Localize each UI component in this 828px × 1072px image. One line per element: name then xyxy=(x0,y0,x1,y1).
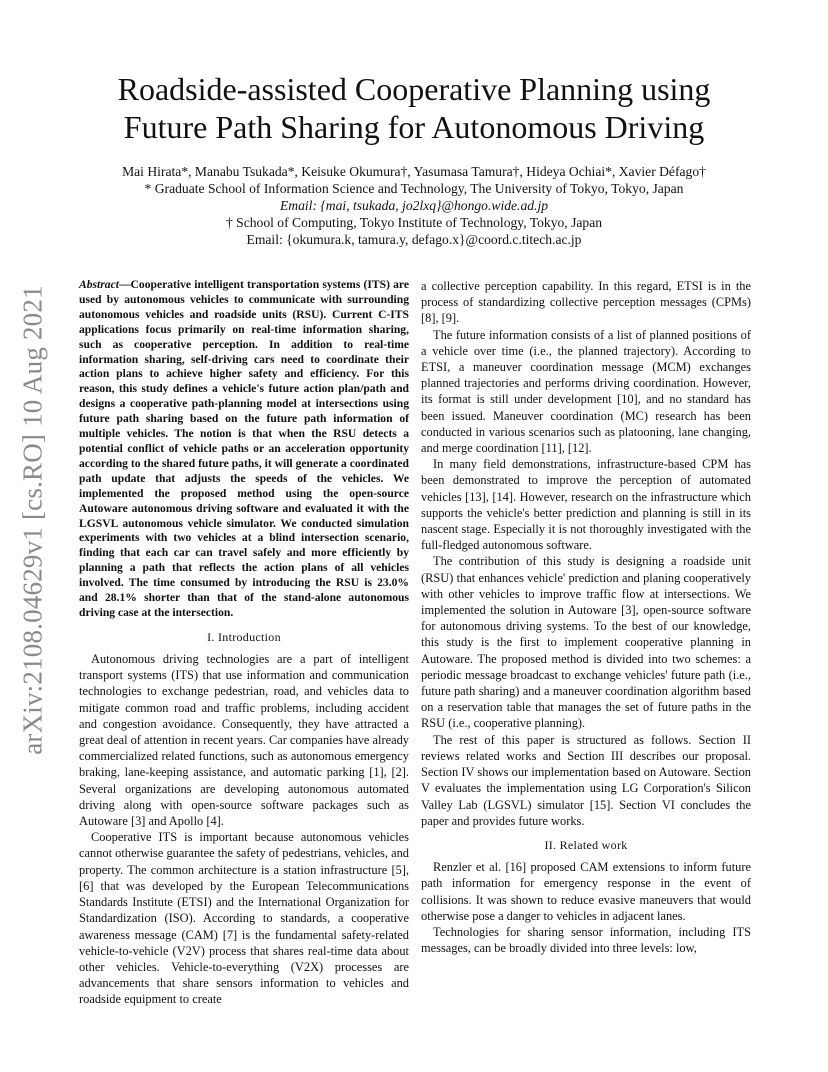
paragraph: In many field demonstrations, infrastructure-based CPM has been demonstrated to improve the perception of automated vehicles [13], [14]. However, research on the infrastructure which supports the vehicle's better prediction and planning is still in its nascent stage. Especially it is not thoroughly investigated with the full-fledged autonomous software. xyxy=(421,457,751,553)
author-block xyxy=(60,163,768,248)
left-column xyxy=(79,278,409,1008)
abstract-lead: Abstract xyxy=(79,278,119,291)
abstract xyxy=(79,278,409,621)
abstract-text: —Cooperative intelligent transportation systems (ITS) are used by autonomous vehicles to communicate with surrounding autonomous vehicles and roadside units (RSU). Current C-ITS applications focus primarily on real-time information sharing, such as cooperative perception. In addition to real-time information sharing, self-driving cars need to coordinate their action plans to achieve higher safety and efficiency. For this reason, this study defines a vehicle's future action plan/path and designs a cooperative path-planning model at intersections using future path sharing based on the future path information of multiple vehicles. The notion is that when the RSU detects a potential conflict of vehicle paths or an acceleration opportunity according to the shared future paths, it will generate a coordinated path update that adjusts the speeds of the vehicles. We implemented the proposed method using the open-source Autoware autonomous driving software and evaluated it with the LGSVL autonomous vehicle simulator. We conducted simulation experiments with two vehicles at a blind intersection scenario, finding that each car can travel safely and more efficiently by planning a path that reflects the action plans of all vehicles involved. The time consumed by introducing the RSU is 23.0% and 28.1% shorter than that of the stand-alone autonomous driving case at the intersection. xyxy=(79,278,409,619)
paragraph: Renzler et al. [16] proposed CAM extensions to inform future path information for emergency response in the event of collisions. It was shown to reduce evasive maneuvers that would otherwise pose a danger to vehicles in adjacent lanes. xyxy=(421,860,751,923)
paragraph: Autonomous driving technologies are a part of intelligent transport systems (ITS) that use information and communication technologies to exchange pedestrian, road, and vehicles data to mitigate common road and traffic problems, including accident and congestion avoidance. Consequently, they have attracted a great deal of attention in recent years. Car companies have already commercialized related functions, such as autonomous emergency braking, lane-keeping assistance, and automatic parking [1], [2]. Several organizations are developing autonomous automated driving along with open-source software packages such as Autoware [3] and Apollo [4]. xyxy=(79,652,409,829)
paragraph: Cooperative ITS is important because autonomous vehicles cannot otherwise guarantee the safety of pedestrians, vehicles, and property. The common architecture is a station infrastructure [5], [6] that was developed by the European Telecommunications Standards Institute (ETSI) and the International Organization for Standardization (ISO). According to standards, a cooperative awareness message (CAM) [7] is the fundamental safety-related vehicle-to-vehicle (V2V) process that shares real-time data about other vehicles. Vehicle-to-everything (V2X) processes are advancements that share sensors information to vehicles and roadside equipment to create xyxy=(79,830,409,1007)
paragraph: a collective perception capability. In this regard, ETSI is in the process of standardizing collective perception messages (CPMs) [8], [9]. xyxy=(421,279,751,326)
affiliation-1: * Graduate School of Information Science and Technology, The University of Tokyo, Tokyo, Japan xyxy=(144,181,684,196)
section-heading-introduction: I. Introduction xyxy=(207,629,281,644)
email-1[interactable]: Email: {mai, tsukada, jo2lxq}@hongo.wide.ad.jp xyxy=(279,198,549,213)
paragraph: The rest of this paper is structured as follows. Section II reviews related works and Section III describes our proposal. Section IV shows our implementation based on Autoware. Section V evaluates the implementation using LG Corporation's Silicon Valley Lab (LGSVL) simulator [15]. Section VI concludes the paper and provides future works. xyxy=(421,732,751,828)
paragraph: The contribution of this study is designing a roadside unit (RSU) that enhances vehicle' prediction and planing cooperatively with other vehicles to improve traffic flow at intersections. We implemented the solution in Autoware [3], open-source software for autonomous driving systems. To the best of our knowledge, this study is the first to implement cooperative planning in Autoware. The proposed method is divided into two schemes: a periodic message broadcast to exchange vehicles' future path (i.e., future path sharing) and a maneuver coordination algorithm based on a reservation table that manages the set of future paths in the RSU (i.e., cooperative planning). xyxy=(421,554,751,731)
title-line-2: Future Path Sharing for Autonomous Driving xyxy=(123,109,705,145)
paper-title xyxy=(80,70,748,146)
affiliation-2: † School of Computing, Tokyo Institute of Technology, Tokyo, Japan xyxy=(225,215,603,230)
arxiv-sidebar xyxy=(8,280,58,760)
right-column xyxy=(421,278,751,956)
paragraph: The future information consists of a list of planned positions of a vehicle over time (i.e., the planned trajectory). According to ETSI, a maneuver coordination message (MCM) exchanges planned trajectories and performs driving coordination. However, its format is still under development [10], and no standard has been issued. Maneuver coordination (MC) research has been conducted in various scenarios such as platooning, lane changing, and merge coordination [11], [12]. xyxy=(421,327,751,456)
author-list: Mai Hirata*, Manabu Tsukada*, Keisuke Okumura†, Yasumasa Tamura†, Hideya Ochiai*, Xavier Défago† xyxy=(122,164,706,179)
paragraph: Technologies for sharing sensor information, including ITS messages, can be broadly divided into three levels: low, xyxy=(421,924,751,956)
email-2[interactable]: Email: {okumura.k, tamura.y, defago.x}@coord.c.titech.ac.jp xyxy=(246,232,582,247)
title-line-1: Roadside-assisted Cooperative Planning using xyxy=(117,71,711,107)
arxiv-identifier[interactable]: arXiv:2108.04629v1 [cs.RO] 10 Aug 2021 xyxy=(17,285,48,755)
section-heading-related-work: II. Related work xyxy=(544,837,628,852)
